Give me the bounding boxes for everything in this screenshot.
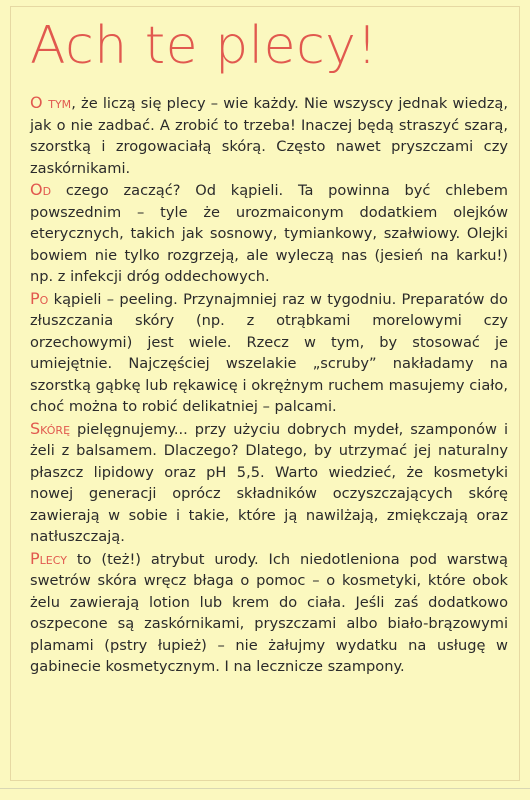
paragraph-text: , że liczą się plecy – wie każdy. Nie wszyscy jednak wiedzą, jak o nie zadbać. A zrobić to trzeba! Inaczej będą straszyć szarą, szorstką i zrogowaciałą skórą. Często nawet pryszczami czy zaskórnikami. — [30, 95, 509, 177]
paragraph-skore — [30, 418, 508, 548]
paragraph-po — [30, 288, 508, 418]
article-title: Ach te plecy! — [30, 16, 378, 76]
paragraph-text: czego zacząć? Od kąpieli. Ta powinna być chlebem powszednim – tyle że urozmaiconym dodatkiem olejków eterycznych, takich jak sosnowy, tymiankowy, szałwiowy. Olejki bowiem nie tylko rozgrzeją, ale wyleczą nas (jesień na karku!) np. z infekcji dróg oddechowych. — [30, 182, 508, 285]
paragraph-od — [30, 179, 508, 288]
paragraph-text: to (też!) atrybut urody. Ich niedotleniona pod warstwą swetrów skóra wręcz błaga o pomoc – o kosmetyki, które obok żelu zawierają lotion lub krem do ciała. Jeśli zaś dodatkowo oszpecone są zaskórnikami, pryszczami albo biało-brązowymi plamami (pstry łupież) – nie żałujmy wydatku na usługę w gabinecie kosmetycznym. I na lecznicze szampony. — [30, 550, 508, 675]
paragraph-plecy — [30, 548, 508, 678]
paragraph-lead: Po — [30, 288, 49, 308]
paragraph-text: kąpieli – peeling. Przynajmniej raz w tygodniu. Preparatów do złuszczania skóry (np. z otrąbkami morelowymi czy orzechowymi) jest wiele. Rzecz w tym, by stosować je umiejętnie. Najczęściej wszelakie „scruby” nakładamy na szorstką gąbkę lub rękawicę i okrężnym ruchem masujemy ciało, choć można to robić delikatniej – palcami. — [30, 290, 508, 415]
paragraph-lead: O tym — [30, 93, 72, 112]
paragraph-o-tym — [30, 92, 508, 179]
article-body — [30, 92, 508, 678]
paragraph-lead: Plecy — [30, 548, 67, 568]
paragraph-lead: Od — [30, 180, 52, 199]
paragraph-lead: Skórę — [30, 418, 71, 438]
paragraph-text: pielęgnujemy... przy użyciu dobrych mydeł, szamponów i żeli z balsamem. Dlaczego? Dlatego, by utrzymać jej naturalny płaszcz lipidowy oraz pH 5,5. Warto wiedzieć, że kosmetyki nowej generacji oprócz składników oczyszczających skórę zawierają w sobie i takie, które ją nawilżają, zmiękczają oraz natłuszczają. — [30, 420, 508, 545]
page-bottom-rule — [0, 788, 530, 789]
